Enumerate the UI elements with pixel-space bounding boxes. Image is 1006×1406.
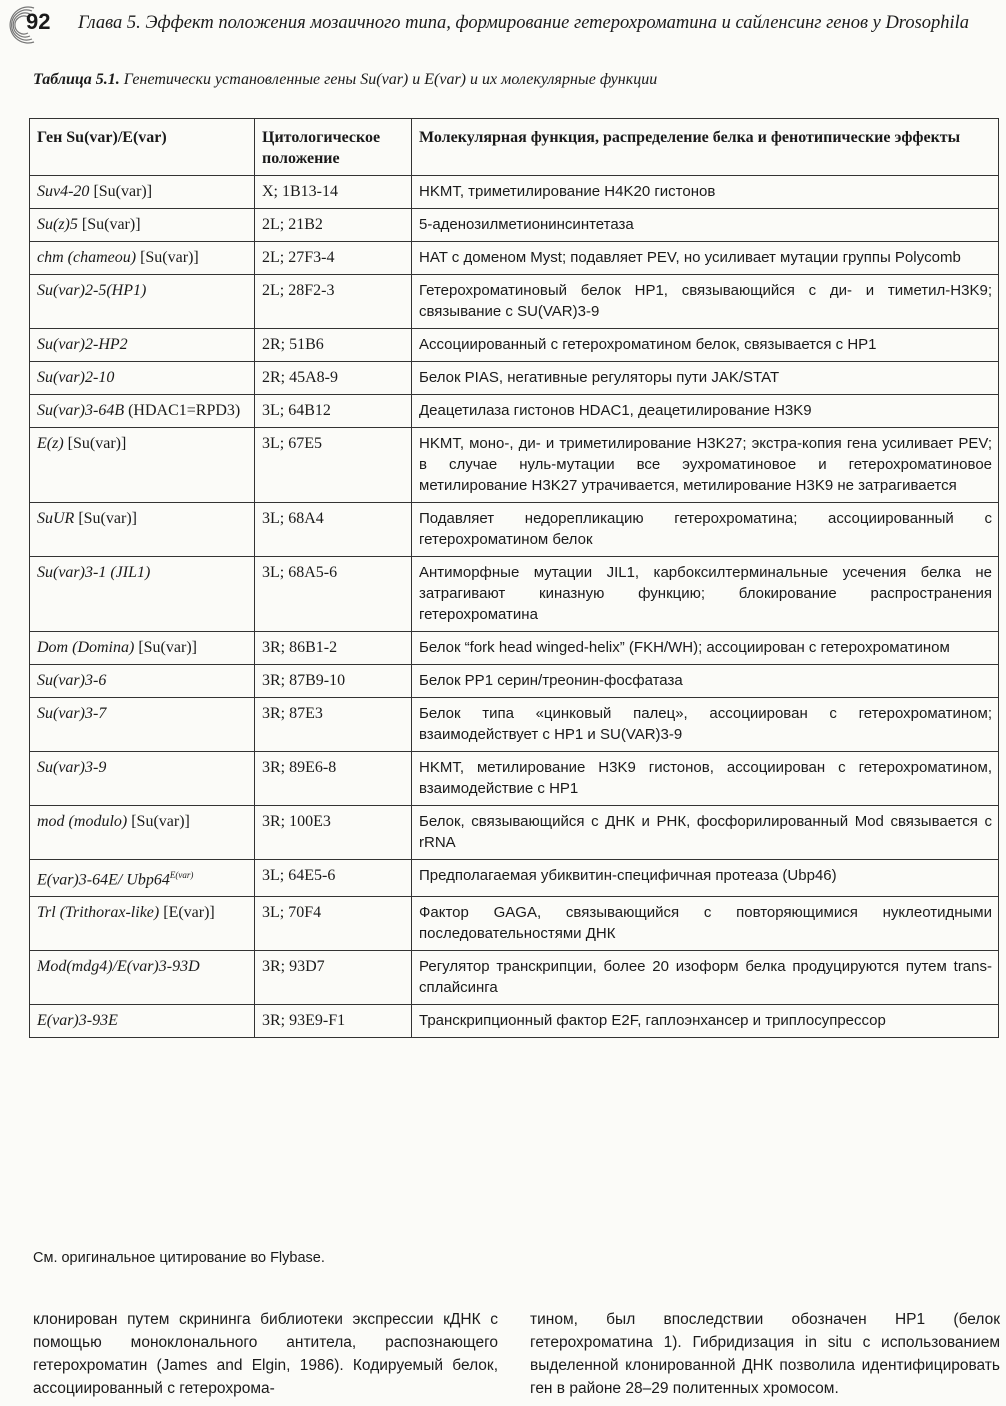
gene-superscript: E(var)	[169, 870, 194, 880]
gene-name: SuUR	[37, 510, 75, 527]
gene-cell	[30, 395, 255, 428]
molecular-function-cell: HKMT, метилирование H3K9 гистонов, ассоциирован с гетерохроматином, взаимодействие с HP1	[412, 752, 999, 806]
gene-class-suffix: (HDAC1=RPD3)	[124, 402, 241, 419]
gene-cell	[30, 176, 255, 209]
cytological-position-cell: 3L; 68A4	[255, 503, 412, 557]
molecular-function-cell: Фактор GAGA, связывающийся с повторяющимися нуклеотидными последовательностями ДНК	[412, 897, 999, 951]
gene-class-suffix: [Su(var)]	[77, 216, 141, 233]
molecular-function-cell: Гетерохроматиновый белок HP1, связывающийся с ди- и тиметил-H3K9; связывание с SU(VAR)3-9	[412, 275, 999, 329]
table-header-row	[30, 119, 999, 176]
table-caption-text: Генетически установленные гены Su(var) и E(var) и их молекулярные функции	[123, 71, 658, 88]
gene-cell	[30, 752, 255, 806]
gene-class-suffix: [Su(var)]	[89, 183, 153, 200]
gene-cell	[30, 428, 255, 503]
table-row	[30, 176, 999, 209]
gene-table	[29, 118, 999, 1038]
gene-class-suffix: [E(var)]	[159, 904, 215, 922]
gene-cell	[30, 632, 255, 665]
table-row	[30, 897, 999, 951]
gene-cell	[30, 951, 255, 1005]
cytological-position-cell: 3R; 93D7	[255, 951, 412, 1005]
table-row	[30, 242, 999, 275]
gene-name: Su(var)3-7	[37, 705, 107, 722]
cytological-position-cell: 3R; 89E6-8	[255, 752, 412, 806]
gene-cell	[30, 275, 255, 329]
table-row	[30, 503, 999, 557]
gene-class-suffix: [Su(var)]	[74, 510, 137, 527]
page-header	[0, 0, 1006, 60]
gene-class-suffix: [Su(var)]	[127, 813, 190, 830]
gene-class-suffix: [Su(var)]	[63, 435, 127, 452]
gene-name: E(var)3-93E	[37, 1012, 118, 1030]
gene-name: Su(var)3-9	[37, 759, 107, 776]
table-row	[30, 329, 999, 362]
cytological-position-cell: 3R; 93E9-F1	[255, 1005, 412, 1038]
cytological-position-cell: 3L; 64B12	[255, 395, 412, 428]
cytological-position-cell: 3R; 87B9-10	[255, 665, 412, 698]
molecular-function-cell: Ассоциированный с гетерохроматином белок, связывается с HP1	[412, 329, 999, 362]
cytological-position-cell: 3L; 68A5-6	[255, 557, 412, 632]
table-body	[30, 176, 999, 1038]
table-row	[30, 698, 999, 752]
molecular-function-cell: 5-аденозилметионинсинтетаза	[412, 209, 999, 242]
molecular-function-cell: Подавляет недорепликацию гетерохроматина; ассоциированный с гетерохроматином белок	[412, 503, 999, 557]
page-number: 92	[26, 9, 51, 34]
cytological-position-cell: 2R; 51B6	[255, 329, 412, 362]
gene-cell	[30, 698, 255, 752]
table-row	[30, 951, 999, 1005]
table-row	[30, 362, 999, 395]
table-row	[30, 752, 999, 806]
molecular-function-cell: HKMT, моно-, ди- и триметилирование H3K27; экстра-копия гена усиливает PEV; в случае нуль-мутации все эухроматиновое и гетерохроматиновое метилирование H3K27 утрачивается, метилирование H3K9 не затрагивается	[412, 428, 999, 503]
gene-name: Su(var)2-10	[37, 369, 115, 386]
table-caption-label: Таблица 5.1.	[33, 71, 120, 88]
cytological-position-cell: 2L; 28F2-3	[255, 275, 412, 329]
molecular-function-cell: Белок, связывающийся с ДНК и РНК, фосфорилированный Mod связывается с rRNA	[412, 806, 999, 860]
gene-cell	[30, 897, 255, 951]
table-row	[30, 395, 999, 428]
cytological-position-cell: X; 1B13-14	[255, 176, 412, 209]
cytological-position-cell: 3L; 70F4	[255, 897, 412, 951]
molecular-function-cell: Деацетилаза гистонов HDAC1, деацетилирование H3K9	[412, 395, 999, 428]
gene-cell	[30, 806, 255, 860]
gene-cell	[30, 242, 255, 275]
cytological-position-cell: 2L; 27F3-4	[255, 242, 412, 275]
gene-cell	[30, 362, 255, 395]
molecular-function-cell: HAT с доменом Myst; подавляет PEV, но усиливает мутации группы Polycomb	[412, 242, 999, 275]
molecular-function-cell: Регулятор транскрипции, более 20 изоформ белка продуцируются путем trans-сплайсинга	[412, 951, 999, 1005]
table-row	[30, 632, 999, 665]
gene-cell	[30, 329, 255, 362]
gene-name: chm (chameou)	[37, 249, 137, 266]
cytological-position-cell: 3L; 67E5	[255, 428, 412, 503]
table-footnote: См. оригинальное цитирование во Flybase.	[33, 1250, 325, 1266]
gene-class-suffix: [Su(var)]	[136, 249, 199, 266]
cytological-position-cell: 2R; 45A8-9	[255, 362, 412, 395]
header-function: Молекулярная функция, распределение белка и фенотипические эффекты	[412, 119, 999, 176]
molecular-function-cell: Предполагаемая убиквитин-специфичная протеаза (Ubp46)	[412, 860, 999, 897]
cytological-position-cell: 3R; 87E3	[255, 698, 412, 752]
gene-name: Su(var)2-5(HP1)	[37, 282, 147, 299]
molecular-function-cell: Белок типа «цинковый палец», ассоциирован с гетерохроматином; взаимодействует с HP1 и SU(VAR)3-9	[412, 698, 999, 752]
cytological-position-cell: 2L; 21B2	[255, 209, 412, 242]
table-row	[30, 428, 999, 503]
gene-cell	[30, 860, 255, 897]
gene-name: E(var)3-64E/ Ubp64	[37, 871, 170, 889]
molecular-function-cell: Антиморфные мутации JIL1, карбоксилтерминальные усечения белка не затрагивают киназную функцию; блокирование распространения гетерохроматина	[412, 557, 999, 632]
gene-cell	[30, 503, 255, 557]
molecular-function-cell: Транскрипционный фактор E2F, гаплоэнхансер и триплосупрессор	[412, 1005, 999, 1038]
table-row	[30, 209, 999, 242]
table-caption	[33, 71, 657, 89]
molecular-function-cell: Белок PIAS, негативные регуляторы пути JAK/STAT	[412, 362, 999, 395]
gene-cell	[30, 557, 255, 632]
table-row	[30, 1005, 999, 1038]
body-text-right-column: тином, был впоследствии обозначен HP1 (белок гетерохроматина 1). Гибридизация in situ с использованием выделенной клонированной ДНК позволила идентифицировать ген в районе 28–29 политенных хромосом.	[530, 1311, 1000, 1397]
gene-name: Su(var)3-1 (JIL1)	[37, 564, 151, 581]
running-head: Глава 5. Эффект положения мозаичного типа, формирование гетерохроматина и сайленсинг генов у Drosophila	[78, 13, 970, 33]
cytological-position-cell: 3R; 100E3	[255, 806, 412, 860]
table-row	[30, 557, 999, 632]
gene-name: Su(var)3-64B	[37, 402, 125, 419]
cytological-position-cell: 3R; 86B1-2	[255, 632, 412, 665]
gene-cell	[30, 665, 255, 698]
molecular-function-cell: Белок PP1 серин/треонин-фосфатаза	[412, 665, 999, 698]
header-gene: Ген Su(var)/E(var)	[30, 119, 255, 176]
gene-name: Su(var)3-6	[37, 672, 107, 689]
gene-name: mod (modulo)	[37, 813, 128, 830]
molecular-function-cell: HKMT, триметилирование H4K20 гистонов	[412, 176, 999, 209]
table-row	[30, 665, 999, 698]
cytological-position-cell: 3L; 64E5-6	[255, 860, 412, 897]
table-row	[30, 806, 999, 860]
gene-class-suffix: [Su(var)]	[134, 639, 197, 656]
table-row	[30, 275, 999, 329]
gene-name: Su(z)5	[37, 216, 78, 233]
table-row	[30, 860, 999, 897]
gene-name: Dom (Domina)	[37, 639, 135, 656]
molecular-function-cell: Белок “fork head winged-helix” (FKH/WH); ассоциирован с гетерохроматином	[412, 632, 999, 665]
gene-name: Mod(mdg4)/E(var)3-93D	[37, 958, 200, 976]
gene-name: Su(var)2-HP2	[37, 336, 128, 353]
gene-name: E(z)	[37, 435, 64, 452]
gene-cell	[30, 1005, 255, 1038]
gene-name: Trl (Trithorax-like)	[37, 904, 160, 922]
gene-cell	[30, 209, 255, 242]
header-position: Цитологическое положение	[255, 119, 412, 176]
gene-name: Suv4-20	[37, 183, 90, 200]
body-text-left-column: клонирован путем скрининга библиотеки экспрессии кДНК с помощью моноклонального антитела, распознающего гетерохроматин (James and Elgin, 1986). Кодируемый белок, ассоциированный с гетерохрома-	[33, 1311, 498, 1397]
